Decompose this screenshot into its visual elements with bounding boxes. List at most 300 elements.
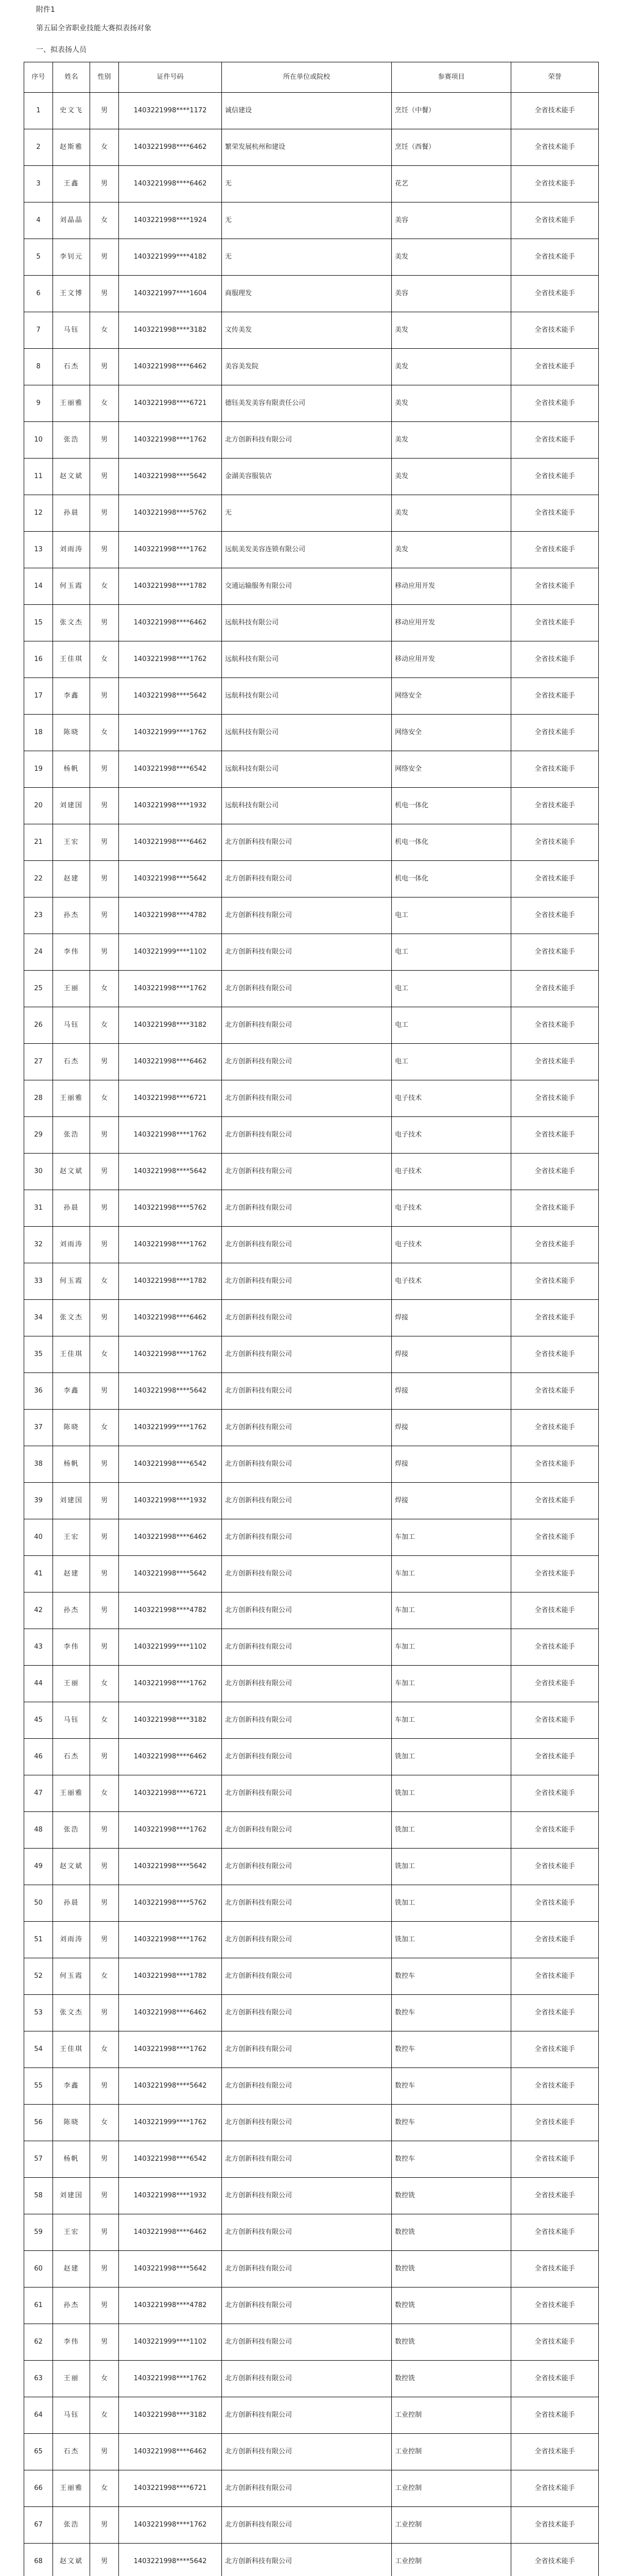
organization-cell: 北方创新科技有限公司 [222, 1044, 392, 1080]
honor-cell: 全省技术能手 [511, 2214, 599, 2251]
id-number-cell: 1403221998****5642 [119, 1556, 222, 1592]
honor-cell: 全省技术能手 [511, 1702, 599, 1739]
organization-cell: 远航科技有限公司 [222, 641, 392, 678]
honor-cell: 全省技术能手 [511, 2397, 599, 2434]
honor-cell: 全省技术能手 [511, 422, 599, 459]
honor-cell: 全省技术能手 [511, 715, 599, 751]
honor-cell: 全省技术能手 [511, 641, 599, 678]
row-index-cell: 1 [24, 93, 53, 129]
gender-cell: 女 [90, 1007, 119, 1044]
organization-cell: 北方创新科技有限公司 [222, 1007, 392, 1044]
gender-cell: 男 [90, 1300, 119, 1336]
table-row [24, 1007, 599, 1044]
gender-cell: 女 [90, 1958, 119, 1995]
id-number-cell: 1403221998****5642 [119, 678, 222, 715]
gender-cell: 女 [90, 2361, 119, 2397]
person-name-cell: 马钰 [53, 1702, 90, 1739]
organization-cell: 诚信建设 [222, 93, 392, 129]
row-index-cell: 17 [24, 678, 53, 715]
table-row [24, 2214, 599, 2251]
id-number-cell: 1403221998****5642 [119, 1373, 222, 1410]
person-name-cell: 石杰 [53, 2434, 90, 2470]
id-number-cell: 1403221998****6721 [119, 1775, 222, 1812]
gender-cell: 女 [90, 1336, 119, 1373]
id-number-cell: 1403221998****1762 [119, 1336, 222, 1373]
person-name-cell: 王丽雅 [53, 385, 90, 422]
organization-cell: 远航科技有限公司 [222, 678, 392, 715]
competition-category-cell: 美发 [392, 422, 511, 459]
gender-cell: 男 [90, 276, 119, 312]
id-number-cell: 1403221998****1762 [119, 1922, 222, 1958]
gender-cell: 男 [90, 2544, 119, 2576]
row-index-cell: 57 [24, 2141, 53, 2178]
honor-cell: 全省技术能手 [511, 1556, 599, 1592]
table-row [24, 1190, 599, 1227]
competition-category-cell: 工业控制 [392, 2470, 511, 2507]
organization-cell: 金湖美容服装店 [222, 459, 392, 495]
table-row [24, 166, 599, 202]
organization-cell: 北方创新科技有限公司 [222, 934, 392, 971]
honor-cell: 全省技术能手 [511, 1519, 599, 1556]
id-number-cell: 1403221998****6542 [119, 1446, 222, 1483]
row-index-cell: 25 [24, 971, 53, 1007]
organization-cell: 北方创新科技有限公司 [222, 1958, 392, 1995]
gender-cell: 男 [90, 1885, 119, 1922]
honor-cell: 全省技术能手 [511, 1336, 599, 1373]
honor-cell: 全省技术能手 [511, 971, 599, 1007]
honor-cell: 全省技术能手 [511, 2544, 599, 2576]
person-name-cell: 王文博 [53, 276, 90, 312]
table-row [24, 824, 599, 861]
table-row [24, 495, 599, 532]
table-row [24, 605, 599, 641]
gender-cell: 女 [90, 129, 119, 166]
organization-cell: 北方创新科技有限公司 [222, 1666, 392, 1702]
organization-cell: 美容美发院 [222, 349, 392, 385]
id-number-cell: 1403221998****1762 [119, 422, 222, 459]
honor-cell: 全省技术能手 [511, 1592, 599, 1629]
gender-cell: 男 [90, 1629, 119, 1666]
row-index-cell: 39 [24, 1483, 53, 1519]
row-index-cell: 6 [24, 276, 53, 312]
id-number-cell: 1403221998****6721 [119, 2470, 222, 2507]
id-number-cell: 1403221998****5642 [119, 1849, 222, 1885]
honor-cell: 全省技术能手 [511, 1154, 599, 1190]
honor-cell: 全省技术能手 [511, 2068, 599, 2105]
row-index-cell: 60 [24, 2251, 53, 2287]
gender-cell: 女 [90, 2397, 119, 2434]
row-index-cell: 34 [24, 1300, 53, 1336]
person-name-cell: 王佳琪 [53, 641, 90, 678]
competition-category-cell: 电子技术 [392, 1080, 511, 1117]
competition-category-cell: 铣加工 [392, 1849, 511, 1885]
person-name-cell: 王丽 [53, 1666, 90, 1702]
person-name-cell: 孙晨 [53, 1885, 90, 1922]
id-number-cell: 1403221999****4182 [119, 239, 222, 276]
id-number-cell: 1403221998****1782 [119, 568, 222, 605]
row-index-cell: 51 [24, 1922, 53, 1958]
honor-cell: 全省技术能手 [511, 1812, 599, 1849]
organization-cell: 北方创新科技有限公司 [222, 1849, 392, 1885]
id-number-cell: 1403221998****1762 [119, 1227, 222, 1263]
person-name-cell: 王宏 [53, 2214, 90, 2251]
row-index-cell: 29 [24, 1117, 53, 1154]
row-index-cell: 5 [24, 239, 53, 276]
competition-category-cell: 移动应用开发 [392, 605, 511, 641]
competition-category-cell: 美发 [392, 532, 511, 568]
table-row [24, 2068, 599, 2105]
gender-cell: 男 [90, 1849, 119, 1885]
id-number-cell: 1403221998****6462 [119, 129, 222, 166]
id-number-cell: 1403221998****5642 [119, 2544, 222, 2576]
table-row [24, 1080, 599, 1117]
organization-cell: 无 [222, 202, 392, 239]
gender-cell: 男 [90, 788, 119, 824]
honor-cell: 全省技术能手 [511, 276, 599, 312]
organization-cell: 北方创新科技有限公司 [222, 2397, 392, 2434]
honor-cell: 全省技术能手 [511, 1739, 599, 1775]
competition-category-cell: 焊接 [392, 1336, 511, 1373]
gender-cell: 男 [90, 1044, 119, 1080]
gender-cell: 男 [90, 239, 119, 276]
table-row [24, 239, 599, 276]
honor-cell: 全省技术能手 [511, 2470, 599, 2507]
organization-cell: 远航科技有限公司 [222, 715, 392, 751]
person-name-cell: 杨帆 [53, 1446, 90, 1483]
person-name-cell: 王丽 [53, 971, 90, 1007]
row-index-cell: 37 [24, 1410, 53, 1446]
person-name-cell: 张文杰 [53, 1995, 90, 2031]
honor-cell: 全省技术能手 [511, 2141, 599, 2178]
competition-category-cell: 网络安全 [392, 678, 511, 715]
row-index-cell: 18 [24, 715, 53, 751]
competition-category-cell: 烹饪（西餐） [392, 129, 511, 166]
table-row [24, 1849, 599, 1885]
gender-cell: 男 [90, 1117, 119, 1154]
table-row [24, 312, 599, 349]
person-name-cell: 赵文斌 [53, 459, 90, 495]
person-name-cell: 孙杰 [53, 1592, 90, 1629]
table-row [24, 1044, 599, 1080]
row-index-cell: 45 [24, 1702, 53, 1739]
competition-category-cell: 美发 [392, 385, 511, 422]
gender-cell: 男 [90, 1922, 119, 1958]
competition-category-cell: 工业控制 [392, 2397, 511, 2434]
organization-cell: 北方创新科技有限公司 [222, 2178, 392, 2214]
id-number-cell: 1403221998****5642 [119, 459, 222, 495]
organization-cell: 北方创新科技有限公司 [222, 1775, 392, 1812]
person-name-cell: 石杰 [53, 349, 90, 385]
competition-category-cell: 电子技术 [392, 1154, 511, 1190]
row-index-cell: 14 [24, 568, 53, 605]
honor-cell: 全省技术能手 [511, 1410, 599, 1446]
person-name-cell: 马钰 [53, 2397, 90, 2434]
gender-cell: 男 [90, 1739, 119, 1775]
competition-category-cell: 电工 [392, 897, 511, 934]
person-name-cell: 刘建国 [53, 1483, 90, 1519]
id-number-cell: 1403221998****6462 [119, 349, 222, 385]
table-row [24, 897, 599, 934]
person-name-cell: 李伟 [53, 934, 90, 971]
table-row [24, 2105, 599, 2141]
honor-cell: 全省技术能手 [511, 568, 599, 605]
person-name-cell: 王宏 [53, 1519, 90, 1556]
competition-category-cell: 车加工 [392, 1519, 511, 1556]
document-heading: 第五届全省职业技能大赛拟表扬对象 [36, 24, 151, 32]
gender-cell: 男 [90, 2324, 119, 2361]
row-index-cell: 12 [24, 495, 53, 532]
competition-category-cell: 网络安全 [392, 715, 511, 751]
row-index-cell: 15 [24, 605, 53, 641]
person-name-cell: 赵斯雅 [53, 129, 90, 166]
organization-cell: 北方创新科技有限公司 [222, 1592, 392, 1629]
honor-cell: 全省技术能手 [511, 2287, 599, 2324]
competition-category-cell: 美容 [392, 202, 511, 239]
competition-category-cell: 网络安全 [392, 751, 511, 788]
table-row [24, 751, 599, 788]
competition-category-cell: 焊接 [392, 1300, 511, 1336]
organization-cell: 北方创新科技有限公司 [222, 897, 392, 934]
organization-cell: 北方创新科技有限公司 [222, 2544, 392, 2576]
table-row [24, 2141, 599, 2178]
competition-category-cell: 烹饪（中餐） [392, 93, 511, 129]
person-name-cell: 史文飞 [53, 93, 90, 129]
honor-cell: 全省技术能手 [511, 459, 599, 495]
honor-cell: 全省技术能手 [511, 1190, 599, 1227]
person-name-cell: 李鑫 [53, 678, 90, 715]
row-index-cell: 19 [24, 751, 53, 788]
gender-cell: 男 [90, 1227, 119, 1263]
gender-cell: 男 [90, 1190, 119, 1227]
honor-cell: 全省技术能手 [511, 824, 599, 861]
competition-category-cell: 数控车 [392, 2031, 511, 2068]
organization-cell: 北方创新科技有限公司 [222, 824, 392, 861]
organization-cell: 北方创新科技有限公司 [222, 971, 392, 1007]
row-index-cell: 47 [24, 1775, 53, 1812]
table-row [24, 1775, 599, 1812]
gender-cell: 女 [90, 2470, 119, 2507]
competition-category-cell: 工业控制 [392, 2507, 511, 2544]
id-number-cell: 1403221998****1782 [119, 1263, 222, 1300]
competition-category-cell: 移动应用开发 [392, 568, 511, 605]
competition-category-cell: 铣加工 [392, 1812, 511, 1849]
honoree-table [24, 62, 599, 2576]
person-name-cell: 王丽雅 [53, 1080, 90, 1117]
organization-cell: 北方创新科技有限公司 [222, 1556, 392, 1592]
id-number-cell: 1403221999****1102 [119, 2324, 222, 2361]
gender-cell: 男 [90, 1519, 119, 1556]
id-number-cell: 1403221998****6462 [119, 1519, 222, 1556]
table-row [24, 1336, 599, 1373]
row-index-cell: 28 [24, 1080, 53, 1117]
honor-cell: 全省技术能手 [511, 495, 599, 532]
honor-cell: 全省技术能手 [511, 532, 599, 568]
row-index-cell: 50 [24, 1885, 53, 1922]
organization-cell: 北方创新科技有限公司 [222, 2470, 392, 2507]
organization-cell: 交通运输服务有限公司 [222, 568, 392, 605]
id-number-cell: 1403221998****6462 [119, 1044, 222, 1080]
id-number-cell: 1403221998****5642 [119, 1154, 222, 1190]
gender-cell: 女 [90, 971, 119, 1007]
header-cell-gender: 性别 [90, 62, 119, 93]
gender-cell: 女 [90, 1080, 119, 1117]
row-index-cell: 35 [24, 1336, 53, 1373]
table-row [24, 1922, 599, 1958]
person-name-cell: 王佳琪 [53, 1336, 90, 1373]
gender-cell: 男 [90, 1995, 119, 2031]
gender-cell: 女 [90, 1702, 119, 1739]
organization-cell: 北方创新科技有限公司 [222, 1629, 392, 1666]
row-index-cell: 33 [24, 1263, 53, 1300]
gender-cell: 男 [90, 166, 119, 202]
honor-cell: 全省技术能手 [511, 751, 599, 788]
honor-cell: 全省技术能手 [511, 861, 599, 897]
id-number-cell: 1403221999****1102 [119, 934, 222, 971]
id-number-cell: 1403221998****1762 [119, 1117, 222, 1154]
row-index-cell: 68 [24, 2544, 53, 2576]
gender-cell: 男 [90, 2141, 119, 2178]
table-row [24, 385, 599, 422]
honor-cell: 全省技术能手 [511, 2324, 599, 2361]
row-index-cell: 24 [24, 934, 53, 971]
gender-cell: 男 [90, 605, 119, 641]
id-number-cell: 1403221998****3182 [119, 1007, 222, 1044]
table-row [24, 2397, 599, 2434]
table-row [24, 1483, 599, 1519]
table-row [24, 1885, 599, 1922]
attachment-label: 附件1 [36, 6, 55, 14]
competition-category-cell: 车加工 [392, 1666, 511, 1702]
person-name-cell: 何玉霞 [53, 1263, 90, 1300]
competition-category-cell: 焊接 [392, 1446, 511, 1483]
competition-category-cell: 电子技术 [392, 1117, 511, 1154]
person-name-cell: 孙晨 [53, 495, 90, 532]
row-index-cell: 7 [24, 312, 53, 349]
organization-cell: 北方创新科技有限公司 [222, 1227, 392, 1263]
row-index-cell: 21 [24, 824, 53, 861]
table-row [24, 2544, 599, 2576]
competition-category-cell: 电子技术 [392, 1190, 511, 1227]
table-row [24, 2507, 599, 2544]
header-row [24, 62, 599, 93]
organization-cell: 北方创新科技有限公司 [222, 1995, 392, 2031]
gender-cell: 男 [90, 495, 119, 532]
table-row [24, 422, 599, 459]
honor-cell: 全省技术能手 [511, 239, 599, 276]
competition-category-cell: 焊接 [392, 1483, 511, 1519]
organization-cell: 无 [222, 495, 392, 532]
honor-cell: 全省技术能手 [511, 2507, 599, 2544]
organization-cell: 北方创新科技有限公司 [222, 2324, 392, 2361]
competition-category-cell: 美发 [392, 459, 511, 495]
competition-category-cell: 电工 [392, 971, 511, 1007]
id-number-cell: 1403221998****1762 [119, 1812, 222, 1849]
competition-category-cell: 数控车 [392, 2105, 511, 2141]
table-row [24, 861, 599, 897]
table-row [24, 1446, 599, 1483]
person-name-cell: 李鑫 [53, 1373, 90, 1410]
gender-cell: 女 [90, 1263, 119, 1300]
table-row [24, 2031, 599, 2068]
competition-category-cell: 花艺 [392, 166, 511, 202]
competition-category-cell: 美发 [392, 349, 511, 385]
person-name-cell: 王丽 [53, 2361, 90, 2397]
organization-cell: 北方创新科技有限公司 [222, 2251, 392, 2287]
honor-cell: 全省技术能手 [511, 93, 599, 129]
row-index-cell: 61 [24, 2287, 53, 2324]
id-number-cell: 1403221998****6542 [119, 751, 222, 788]
table-row [24, 2287, 599, 2324]
honor-cell: 全省技术能手 [511, 1775, 599, 1812]
honor-cell: 全省技术能手 [511, 788, 599, 824]
gender-cell: 男 [90, 2434, 119, 2470]
table-row [24, 2434, 599, 2470]
organization-cell: 北方创新科技有限公司 [222, 2068, 392, 2105]
id-number-cell: 1403221998****5642 [119, 2068, 222, 2105]
honor-cell: 全省技术能手 [511, 1227, 599, 1263]
person-name-cell: 王佳琪 [53, 2031, 90, 2068]
row-index-cell: 2 [24, 129, 53, 166]
header-cell-id: 证件号码 [119, 62, 222, 93]
gender-cell: 女 [90, 1775, 119, 1812]
row-index-cell: 56 [24, 2105, 53, 2141]
row-index-cell: 30 [24, 1154, 53, 1190]
organization-cell: 北方创新科技有限公司 [222, 2287, 392, 2324]
row-index-cell: 67 [24, 2507, 53, 2544]
table-row [24, 2361, 599, 2397]
person-name-cell: 何玉霞 [53, 1958, 90, 1995]
honor-cell: 全省技术能手 [511, 2361, 599, 2397]
row-index-cell: 27 [24, 1044, 53, 1080]
honor-cell: 全省技术能手 [511, 2251, 599, 2287]
table-row [24, 129, 599, 166]
table-header [24, 62, 599, 93]
organization-cell: 北方创新科技有限公司 [222, 2507, 392, 2544]
honor-cell: 全省技术能手 [511, 605, 599, 641]
table-row [24, 678, 599, 715]
gender-cell: 男 [90, 1592, 119, 1629]
organization-cell: 北方创新科技有限公司 [222, 422, 392, 459]
person-name-cell: 刘雨涛 [53, 1922, 90, 1958]
row-index-cell: 8 [24, 349, 53, 385]
id-number-cell: 1403221998****1762 [119, 1666, 222, 1702]
row-index-cell: 40 [24, 1519, 53, 1556]
table-row [24, 641, 599, 678]
table-row [24, 532, 599, 568]
honor-cell: 全省技术能手 [511, 1007, 599, 1044]
gender-cell: 女 [90, 1410, 119, 1446]
competition-category-cell: 数控铣 [392, 2251, 511, 2287]
gender-cell: 女 [90, 2031, 119, 2068]
gender-cell: 男 [90, 2214, 119, 2251]
id-number-cell: 1403221998****5642 [119, 2251, 222, 2287]
gender-cell: 女 [90, 385, 119, 422]
id-number-cell: 1403221998****1782 [119, 1958, 222, 1995]
person-name-cell: 何玉霞 [53, 568, 90, 605]
competition-category-cell: 数控车 [392, 1958, 511, 1995]
honor-cell: 全省技术能手 [511, 349, 599, 385]
honor-cell: 全省技术能手 [511, 1958, 599, 1995]
id-number-cell: 1403221998****3182 [119, 312, 222, 349]
header-cell-organization: 所在单位或院校 [222, 62, 392, 93]
organization-cell: 北方创新科技有限公司 [222, 2361, 392, 2397]
row-index-cell: 32 [24, 1227, 53, 1263]
organization-cell: 北方创新科技有限公司 [222, 2031, 392, 2068]
gender-cell: 女 [90, 1666, 119, 1702]
gender-cell: 男 [90, 349, 119, 385]
competition-category-cell: 美发 [392, 495, 511, 532]
organization-cell: 北方创新科技有限公司 [222, 2141, 392, 2178]
